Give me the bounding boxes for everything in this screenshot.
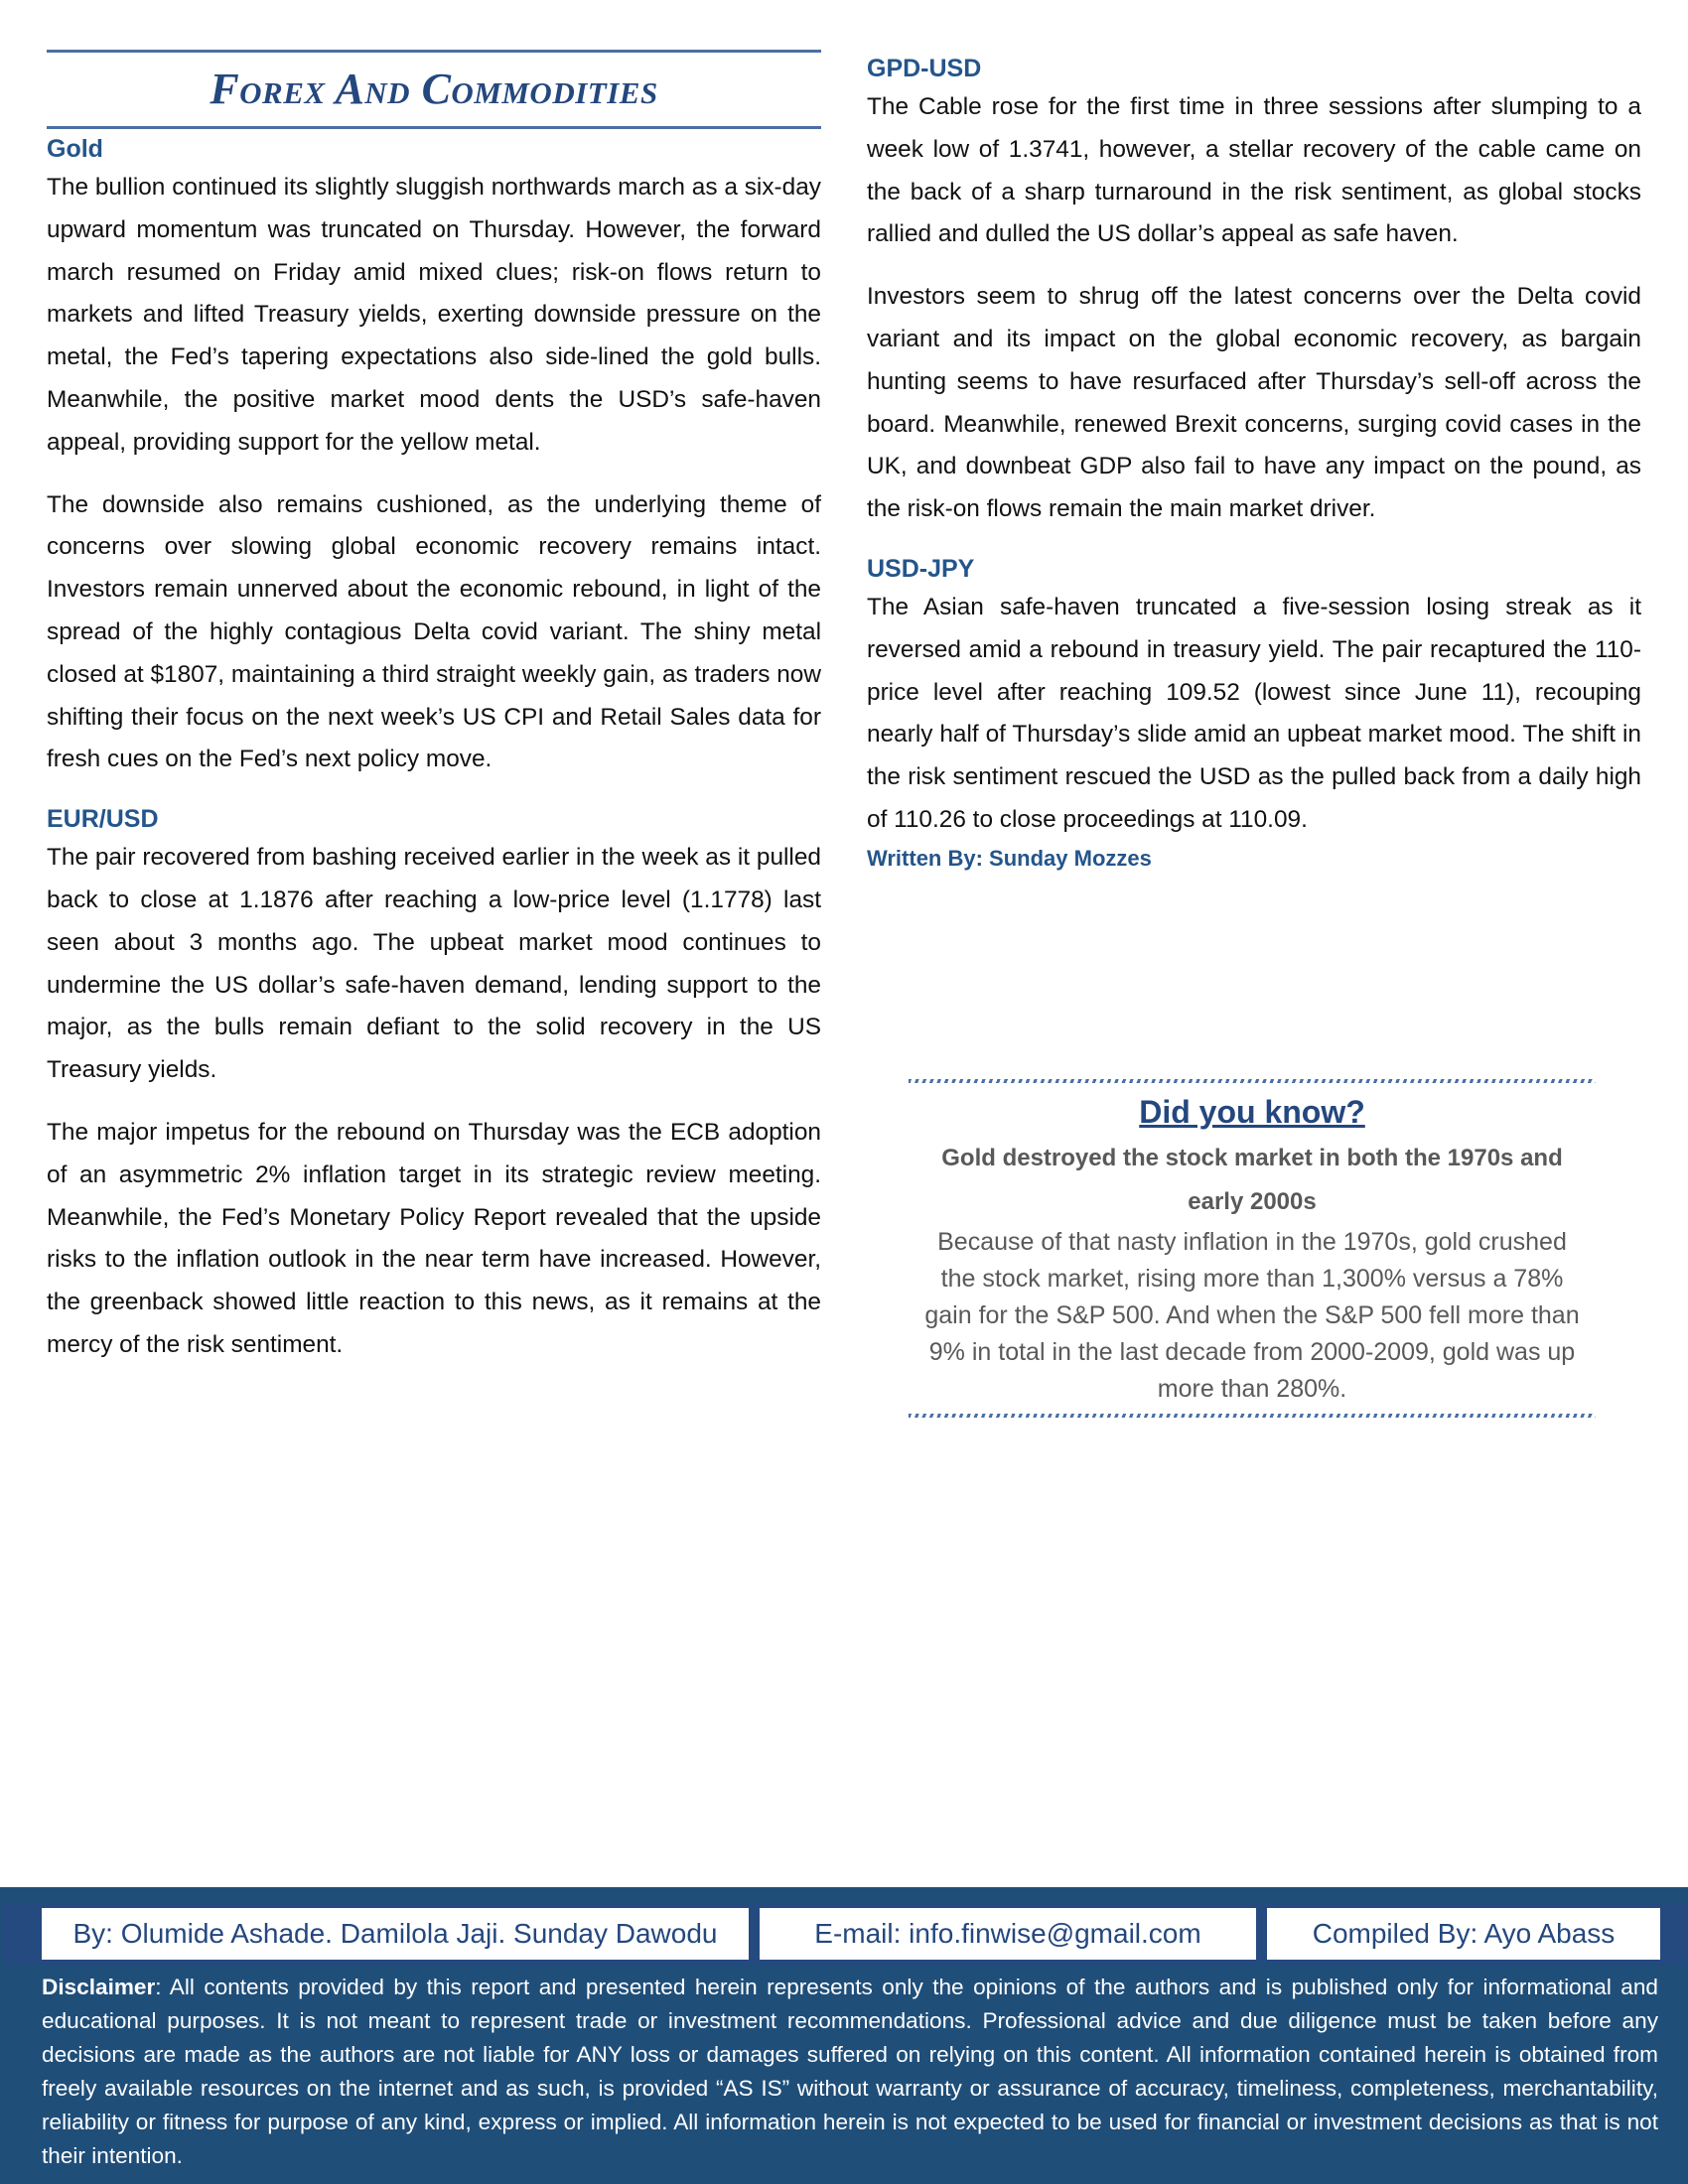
paragraph: The Cable rose for the first time in three sessions after slumping to a week low of 1.3741, however, a stellar recovery of the cable came on the back of a sharp turnaround in the risk sentiment, as global stocks rallied and dulled the US dollar’s appeal as safe haven.	[867, 93, 1641, 248]
paragraph: The downside also remains cushioned, as the underlying theme of concerns over slowing global economic recovery remains intact. Investors remain unnerved about the economic rebound, in light of the spread of the highly contagious Delta covid variant. The shiny metal closed at $1807, maintaining a third straight weekly gain, as traders now shifting their focus on the next week’s US CPI and Retail Sales data for fresh cues on the Fed’s next policy move.	[47, 490, 821, 773]
gold-section	[47, 131, 821, 781]
authors-box: By: Olumide Ashade. Damilola Jaji. Sunday Dawodu	[42, 1908, 749, 1960]
did-you-know-title: Did you know?	[1139, 1094, 1365, 1130]
right-column	[867, 0, 1641, 876]
compiled-by-box: Compiled By: Ayo Abass	[1267, 1908, 1660, 1960]
page-title: Forex And Commodities	[210, 65, 658, 113]
usdjpy-section	[867, 551, 1641, 876]
eurusd-section	[47, 801, 821, 1367]
section-heading: Gold	[47, 135, 103, 163]
left-column	[47, 0, 821, 1387]
footer	[0, 1887, 1688, 2184]
footer-credits-row	[4, 1903, 1688, 1965]
did-you-know-body: Because of that nasty inflation in the 1970s, gold crushed the stock market, rising more than 1,300% versus a 78% gain for the S&P 500. And when the S&P 500 fell more than 9% in total in the last decade from 2000-2009, gold was up more than 280%.	[924, 1228, 1580, 1403]
email-link[interactable]: E-mail: info.finwise@gmail.com	[760, 1908, 1256, 1960]
title-bottom-rule	[47, 126, 821, 129]
disclaimer-text: : All contents provided by this report and presented herein represents only the opinions of the authors and is published only for informational and educational purposes. It is not meant to represent trade or investment recommendations. Professional advice and due diligence must be taken before any decisions are made as the authors are not liable for ANY loss or damages suffered on relying on this content. All information contained herein is obtained from freely available resources on the internet and as such, is provided “AS IS” without warranty or assurance of accuracy, timeliness, completeness, merchantability, reliability or fitness for purpose of any kind, express or implied. All information herein is not expected to be used for financial or investment decisions as that is not their intention.	[42, 1975, 1658, 2168]
section-heading: EUR/USD	[47, 805, 159, 834]
did-you-know-subtitle: Gold destroyed the stock market in both the 1970s and early 2000s	[941, 1145, 1563, 1215]
paragraph: The bullion continued its slightly sluggish northwards march as a six-day upward momentum was truncated on Thursday. However, the forward march resumed on Friday amid mixed clues; risk-on flows return to markets and lifted Treasury yields, exerting downside pressure on the metal, the Fed’s tapering expectations also side-lined the gold bulls. Meanwhile, the positive market mood dents the USD’s safe-haven appeal, providing support for the yellow metal.	[47, 174, 821, 456]
author-byline: Written By: Sunday Mozzes	[867, 845, 1152, 871]
disclaimer	[42, 1971, 1658, 2173]
disclaimer-label: Disclaimer	[42, 1975, 156, 1999]
paragraph: The major impetus for the rebound on Thursday was the ECB adoption of an asymmetric 2% inflation target in its strategic review meeting. Meanwhile, the Fed’s Monetary Policy Report revealed that the upside risks to the inflation outlook in the near term have increased. However, the greenback showed little reaction to this news, as it remains at the mercy of the risk sentiment.	[47, 1118, 821, 1358]
dashed-border-top	[909, 1079, 1596, 1083]
section-heading: GPD-USD	[867, 55, 982, 82]
did-you-know-box	[909, 1079, 1596, 1421]
paragraph: The pair recovered from bashing received earlier in the week as it pulled back to close at 1.1876 after reaching a low-price level (1.1778) last seen about 3 months ago. The upbeat market mood continues to undermine the US dollar’s safe-haven demand, lending support to the major, as the bulls remain defiant to the solid recovery in the US Treasury yields.	[47, 844, 821, 1084]
paragraph: The Asian safe-haven truncated a five-session losing streak as it reversed amid a rebound in treasury yield. The pair recaptured the 110-price level after reaching 109.52 (lowest since June 11), recouping nearly half of Thursday’s slide amid an upbeat market mood. The shift in the risk sentiment rescued the USD as the pulled back from a daily high of 110.26 to close proceedings at 110.09.	[867, 593, 1641, 833]
gbpusd-section	[867, 51, 1641, 531]
paragraph: Investors seem to shrug off the latest concerns over the Delta covid variant and its impact on the global economic recovery, as bargain hunting seems to have resurfaced after Thursday’s sell-off across the board. Meanwhile, renewed Brexit concerns, surging covid cases in the UK, and downbeat GDP also fail to have any impact on the pound, as the risk-on flows remain the main market driver.	[867, 283, 1641, 523]
section-heading: USD-JPY	[867, 554, 975, 583]
dashed-border-bottom	[909, 1414, 1596, 1418]
